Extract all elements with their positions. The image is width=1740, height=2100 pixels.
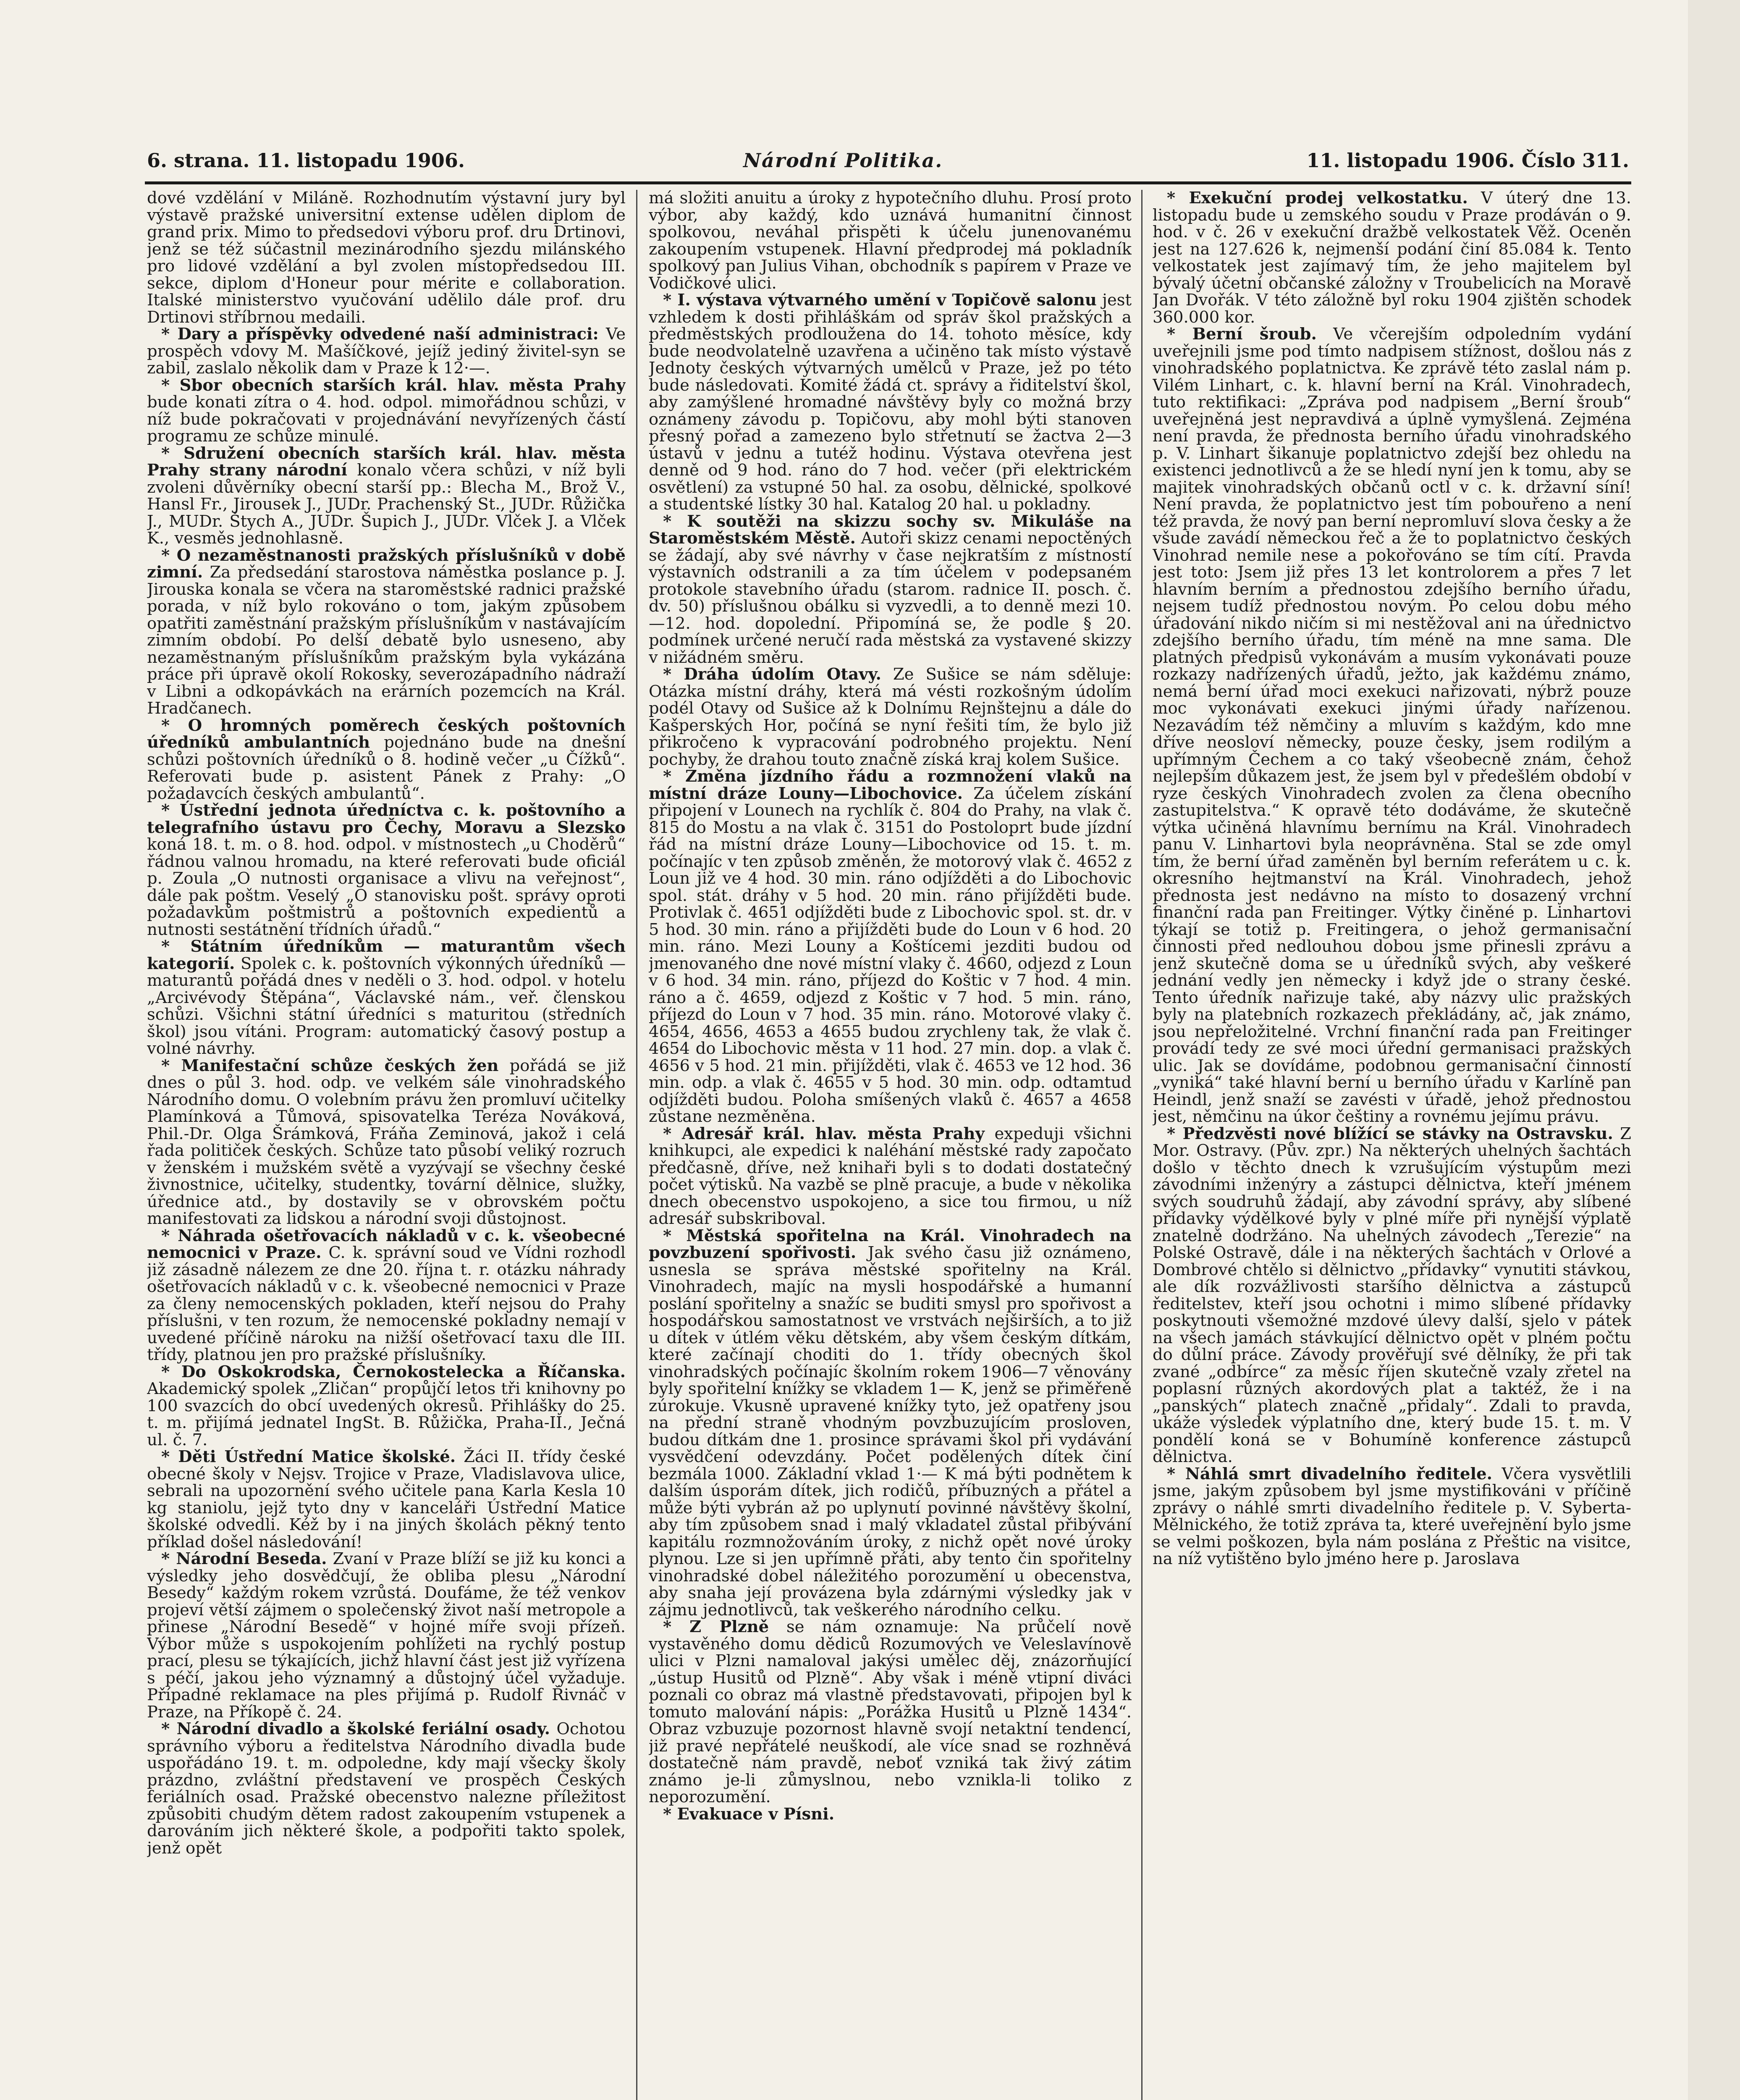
article-heading: * Náhlá smrt divadelního ředitele. [1167, 1464, 1493, 1483]
article-paragraph [147, 1551, 626, 1721]
article-heading: * Adresář král. hlav. města Prahy [663, 1124, 985, 1143]
article-paragraph [649, 1619, 1132, 1806]
article-text: Jak svého času již oznámeno, usnesla se správa městské spořitelny na Král. Vinohradech, majíc na mysli hospodářské a humanní poslání spořitelny a snažíc se buditi smysl pro spořivost a hospodářskou samostatnost ve vrstvách nejširších, a to již u dítek v útlém věku dětském, aby všem českým dítkám, které začínají choditi do 1. třídy obecných škol vinohradských počínajíc školním rokem 1906—7 věnovány byly spořitelní knížky se vkladem 1— K, jenž se přiměřeně zúrokuje. Vkusně upravené knížky tyto, jež opatřeny jsou na přední straně vhodným povzbuzujícím prosloven, budou dítkám dne 1. prosince správami škol při vydávání vysvědčení odevzdány. Počet podělených dítek činí bezmála 1000. Základní vklad 1·— K má býti podnětem k dalším úsporám dítek, jich rodičů, příbuzných a přátel a může býti vybrán až po uplynutí povinné návštěvy školní, aby tím způsobem snad i malý vkladatel zůstal přibývání kapitálu rozmnožováním úroky, z nichž opět nové úroky plynou. Lze si jen upřímně přáti, aby tento čin spořitelny vinohradské dobel náležitého porozumění u obecenstva, aby snaha její provázena byla zdárnými výsledky jak v zájmu jednotlivců, tak veškerého národního celku. [649, 1243, 1132, 1620]
article-heading: * Sbor obecních starších král. hlav. města Prahy [161, 375, 626, 395]
article-paragraph [147, 190, 626, 326]
article-text: koná 18. t. m. o 8. hod. odpol. v místnostech „u Choděrů“ řádnou valnou hromadu, na které referovati bude oficiál p. Zoula „O nutnosti organisace a vlivu na veřejnost“, dále pak poštm. Veselý „O stanovisku pošt. správy oproti požadavkům poštmistrů a poštovních expedientů a nutnosti sestátnění třídních úřadů.“ [147, 835, 626, 939]
article-paragraph [649, 768, 1132, 1126]
article-paragraph [1153, 326, 1631, 1126]
article-paragraph [1153, 1126, 1631, 1466]
page-header [147, 149, 1629, 178]
column-divider [636, 190, 637, 2100]
article-heading: * Ústřední jednota úředníctva c. k. poštovního a telegrafního ústavu pro Čechy, Moravu a Slezsko [147, 801, 626, 837]
article-heading: * Manifestační schůze českých žen [161, 1056, 499, 1075]
article-text: Spolek c. k. poštovních výkonných úředníků — maturantů pořádá dnes v neděli o 3. hod. odpol. v hotelu „Arcivévody Štěpána“, Václavské nám., veř. členskou schůzi. Všichni státní úředníci s maturitou (středních škol) jsou vítáni. Program: automatický časový postup a volné návrhy. [147, 954, 626, 1058]
article-heading: * Sdružení obecních starších král. hlav. města Prahy strany národní [147, 444, 626, 480]
article-text: Ve včerejším odpoledním vydání uveřejnili jsme pod tímto nadpisem stížnost, došlou nás z vinohradského poplatnictva. Ke zprávě této zaslal nám p. Vilém Linhart, c. k. hlavní berní na Král. Vinohradech, tuto rektifikaci: „Zpráva pod nadpisem „Berní šroub“ uveřejněná jest nepravdivá a úplně vymyšlená. Zejména není pravda, že přednosta berního úřadu vinohradského p. V. Linhart šikanuje poplatnictvo zdejší bez ohledu na existenci jednotlivců a že se hledí nyní jen k tomu, aby se majitek vinohradských občanů octl v c. k. državní síní! Není pravda, že poplatnictvo jest tím pobouřeno a není též pravda, že nový pan berní nepromluví slova česky a že všude zavádí německou řeč a že to poplatnictvo českých Vinohrad nemile nese a pokořováno se tím cítí. Pravda jest toto: Jsem již přes 13 let kontrolorem a přes 7 let hlavním berním a přednostou zdejšího berního úřadu, nejsem tudíž přednostou novým. Po celou dobu mého úřadování nikdo ničím si mi nestěžoval ani na úřednictvo zdejšího berního úřadu, tím méně na mne sama. Dle platných předpisů vykonávám a musím vykonávati pouze rozkazy nadřízených úřadů, ježto, jak každému známo, nemá berní úřad moci exekuci nařizovati, nýbrž pouze moc vykonávati exekuci jinými úřady nařízenou. Nezavádím též němčiny a mluvím s každým, kdo mne dříve neosloví německy, pouze česky, jsem rodilým a upřímným Čechem a co taký všeobecně znám, čehož nejlepším důkazem jest, že jsem byl v předešlém období v ryze českých Vinohradech zvolen za člena obecního zastupitelstva.“ K opravě této dodáváme, že skutečně výtka učiněná hlavnímu bernímu na Král. Vinohradech panu V. Linhartovi byla neoprávněna. Stal se zde omyl tím, že berní úřad zaměněn byl berním referátem u c. k. okresního hejtmanství na Král. Vinohradech, jehož přednosta jest nedávno na místo to dosazený vrchní finanční rada pan Freitinger. Výtky činěné p. Linhartovi týkají se totiž p. Freitingera, o jehož germanisační činnosti před nedlouhou dobou jsme přinesli zprávu a jenž skutečně doma se u úředníků svých, aby veškeré jednání vedly jen německy i když jde o strany české. Tento úředník nařizuje také, aby názvy ulic pražských byly na platebních rozkazech překládány, ač, jak známo, jsou nepřeložitelné. Vrchní finanční rada pan Freitinger provádí tedy ze své moci úřední germanisaci pražských ulic. Jak se dovídáme, podobnou germanisační činností „vyniká“ také hlavní berní u berního úřadu v Karlíně pan Heindl, jenž snaží se zavésti v úřadě, jehož přednostou jest, němčinu na úkor češtiny a rovnému jejímu právu. [1153, 325, 1631, 1126]
header-right: 11. listopadu 1906. Číslo 311. [1306, 149, 1629, 172]
article-text: jest vzhledem k dosti přihláškám od správ škol pražských a předměstských prodloužena do 14. tohoto měsíce, kdy bude neodvolatelně uzavřena a učiněno tak místo výstavě Jednoty českých výtvarných umělců v Praze, jež po této bude následovati. Komité žádá ct. správy a řiditelství škol, aby zamýšlené hromadné návštěvy byly co možná brzy oznámeny závodu p. Topičovu, aby mohl býti stanoven přesný pořad a zamezeno bylo střetnutí se žactva 2—3 ústavů v jednu a tutéž hodinu. Výstava otevřena jest denně od 9 hod. ráno do 7 hod. večer (při elektrickém osvětlení) za vstupné 50 hal. za osobu, dělnické, spolkové a studentské lístky 30 hal. Katalog 20 hal. u pokladny. [649, 291, 1132, 514]
column-divider [1141, 190, 1143, 2100]
article-paragraph [147, 717, 626, 803]
article-text: expeduji všichni knihkupci, ale expedici k naléhání městské rady započato předčasně, dříve, než knihaři byli s to dodati dostatečný počet výtisků. Na vazbě se plně pracuje, a bude v několika dnech obecenstvo uspokojeno, a sice tou firmou, u níž adresář subskriboval. [649, 1124, 1132, 1228]
article-heading: * Změna jízdního řádu a rozmnožení vlaků na místní dráze Louny—Libochovice. [649, 767, 1132, 803]
header-left: 6. strana. 11. listopadu 1906. [147, 149, 465, 172]
article-paragraph [147, 326, 626, 377]
article-text: pojednáno bude na dnešní schůzi poštovních úředníků o 8. hodině večer „u Čížků“. Referovati bude p. asistent Pánek z Prahy: „O požadavcích českých ambulantů“. [147, 733, 626, 803]
column-1 [147, 190, 626, 2100]
article-paragraph [147, 938, 626, 1058]
article-text: konalo včera schůzi, v níž byli zvoleni důvěrníky obecní starší pp.: Blecha M., Brož V., Hansl Fr., Jirousek J., JUDr. Prachenský St., JUDr. Růžička J., MUDr. Štych A., JUDr. Šupich J., JUDr. Vlček J. a Vlček K., vesměs jednohlasně. [147, 461, 626, 548]
article-text: má složiti anuitu a úroky z hypotečního dluhu. Prosí proto výbor, aby každý, kdo uznává humanitní činnost spolkovou, neváhal přispěti k účelu junenovanému zakoupením vstupenek. Hlavní předprodej má pokladník spolkový pan Julius Vihan, obchodník s papírem v Praze ve Vodičkové ulici. [649, 190, 1132, 293]
article-paragraph [147, 1364, 626, 1449]
article-heading: * Do Oskokrodska, Černokostelecka a Říčanska. [161, 1362, 626, 1381]
article-heading: * Evakuace v Písni. [663, 1804, 835, 1824]
article-heading: * I. výstava výtvarného umění v Topičově salonu [663, 291, 1097, 310]
article-text: Žáci II. třídy české obecné školy v Nejsv. Trojice v Praze, Vladislavova ulice, sebrali na upozornění svého učitele pana Karla Kesla 10 kg staniolu, jejž tyto dny v kanceláři Ústřední Matice školské odvedli. Kéž by i na jiných školách pěkný tento příklad došel následování! [147, 1447, 626, 1551]
article-text: pořádá se již dnes o půl 3. hod. odp. ve velkém sále vinohradského Národního domu. O volebním právu žen promluví učitelky Plamínková a Tůmová, spisovatelka Teréza Nováková, Phil.-Dr. Olga Šrámková, Fráňa Zeminová, jakož i celá řada političek českých. Schůze tato působí veliký rozruch v ženském i mužském světě a vyzývají se všechny české živnostnice, učitelky, studentky, tovární dělnice, služky, úřednice atd., by dostavily se v obrovském počtu manifestovati za lidskou a národní svoji důstojnost. [147, 1056, 626, 1228]
article-heading: * Náhrada ošetřovacích nákladů v c. k. všeobecné nemocnici v Praze. [147, 1226, 626, 1262]
article-paragraph [147, 802, 626, 938]
article-heading: * K soutěži na skizzu sochy sv. Mikuláše na Staroměstském Městě. [649, 512, 1132, 548]
article-paragraph [649, 292, 1132, 513]
article-paragraph [147, 547, 626, 717]
article-text: Včera vysvětlili jsme, jakým způsobem byl jsme mystifikováni v příčině zprávy o náhlé smrti divadelního ředitele p. V. Syberta-Mělnického, že totiž zpráva ta, které uveřejnění bylo jsme se velmi poškozen, byla nám poslána z Přeštic na visitce, na níž vytištěno bylo jméno here p. Jaroslava [1153, 1464, 1631, 1568]
article-text: dové vzdělání v Miláně. Rozhodnutím výstavní jury byl výstavě pražské universitní extense udělen diplom de grand prix. Mimo to předsedovi výboru prof. dru Drtinovi, jenž se též súčastnil mezinárodního sjezdu milánského pro lidové vzdělání a byl zvolen místopředsedou III. sekce, diplom d'Honeur pour mérite e collaboration. Italské ministerstvo vyučování udělilo dále prof. dru Drtinovi stříbrnou medaili. [147, 190, 626, 327]
article-paragraph [649, 666, 1132, 768]
article-text: Za účelem získání připojení v Lounech na rychlík č. 804 do Prahy, na vlak č. 815 do Mostu a na vlak č. 3151 do Postoloprt bude jízdní řád na místní dráze Louny—Libochovice od 15. t. m. počínajíc v ten způsob změněn, že motorový vlak č. 4652 z Loun již ve 4 hod. 30 min. ráno odjížděti a do Libochovic spol. stát. dráhy v 5 hod. 20 min. ráno přijížděti bude. Protivlak č. 4651 odjížděti bude z Libochovic spol. st. dr. v 5 hod. 30 min. ráno a přijížděti bude do Loun v 6 hod. 20 min. ráno. Mezi Louny a Koštícemi jezditi budou od jmenovaného dne nové místní vlaky č. 4660, odjezd z Loun v 6 hod. 34 min. ráno, příjezd do Koštic v 7 hod. 4 min. ráno a č. 4659, odjezd z Koštic v 7 hod. 5 min. ráno, příjezd do Loun v 7 hod. 35 min. ráno. Motorové vlaky č. 4654, 4656, 4653 a 4655 budou zrychleny tak, že vlak č. 4654 do Libochovic města v 11 hod. 27 min. dop. a vlak č. 4656 v 5 hod. 21 min. přijížděti, vlak č. 4653 ve 12 hod. 36 min. odp. a vlak č. 4655 v 5 hod. 30 min. odp. odtamtud odjížděti budou. Poloha smíšených vlaků č. 4657 a 4658 zůstane nezměněna. [649, 784, 1132, 1126]
article-text: Akademický spolek „Zličan“ propůjčí letos tři knihovny po 100 svazcích do obcí uvedených okresů. Přihlášky do 25. t. m. přijímá jednatel IngSt. B. Růžička, Praha-II., Ječná ul. č. 7. [147, 1379, 626, 1449]
article-heading: * Berní šroub. [1167, 325, 1317, 344]
article-paragraph [1153, 190, 1631, 326]
article-text: Z Mor. Ostravy. (Pův. zpr.) Na některých uhelných šachtách došlo v těchto dnech k vzrušujícím výstupům mezi závodními inženýry a zástupci dělnictva, kteří jménem svých soudruhů žádají, aby závodní správy, aby slíbené přídavky výdělkové byly v plné míře při nynější výplatě znatelně dodržáno. Na uhelných závodech „Terezie“ na Polské Ostravě, dále i na některých šachtách v Orlové a Dombrové chtělo si dělnictvo „přídavky“ vynutiti stávkou, ale dík rozvážlivosti staršího dělnictva a zástupců ředitelstev, kteří jsou ochotni i mimo slíbené přídavky poskytnouti všemožné mzdové úlevy další, sjelo v pátek na všech jamách stávkující dělnictvo opět v plném počtu do důlní práce. Závody prověřují své dělníky, že při tak zvané „odbírce“ za měsíc říjen skutečně vzaly zřetel na poplasní různých akordových plat a taktéž, že i na „panských“ platech značně „přidaly“. Zdali to pravda, ukáže výsledek výplatního dne, který bude 15. t. m. V pondělí koná se v Bohumíně konference zástupců dělnictva. [1153, 1124, 1631, 1466]
article-heading: * Státním úředníkům — maturantům všech kategorií. [147, 937, 626, 973]
article-heading: * Děti Ústřední Matice školské. [161, 1447, 456, 1466]
article-heading: * Exekuční prodej velkostatku. [1167, 190, 1468, 207]
article-text: Autoři skizz cenami nepoctěných se žádají, aby své návrhy v čase nejkratším z místností výstavních odstranili a za tím účelem v podepsaném protokole stavebního úřadu (starom. radnice II. posch. č. dv. 50) příslušnou obálku si vyzvedli, a to denně mezi 10.—12. hod. dopolední. Připomíná se, že podle § 20. podmínek určené neručí rada městská za vystavené skizzy v nižádném směru. [649, 529, 1132, 667]
article-heading: * O hromných poměrech českých poštovních úředníků ambulantních [147, 716, 626, 752]
article-text: Zvaní v Praze blíží se již ku konci a výsledky jeho dosvědčují, že obliba plesu „Národní Besedy“ každým rokem vzrůstá. Doufáme, že též venkov projeví větší zájmem o společenský život naší metropole a přinese „Národní Besedě“ v hojné míře svoji přízeň. Výbor může s uspokojením pohlížeti na rychlý postup prací, plesu se týkajících, jichž hlavní část jest již vyřízena s péčí, jakou jeho významný a důstojný účel vyžaduje. Případné reklamace na ples přijímá p. Rudolf Řivnáč v Praze, na Příkopě č. 24. [147, 1549, 626, 1722]
article-paragraph [147, 1058, 626, 1228]
article-text: C. k. správní soud ve Vídni rozhodl již zásadně nálezem ze dne 20. října t. r. otázku náhrady ošetřovacích nákladů v c. k. všeobecné nemocnici v Praze za členy nemocenských pokladen, kteří nejsou do Prahy příslušni, v ten rozum, že nemocenské pokladny nemají v uvedené příčině nároku na nižší ošetřovací taxu dle III. třídy, platnou jen pro pražské příslušníky. [147, 1243, 626, 1364]
article-paragraph [147, 377, 626, 445]
article-paragraph [147, 445, 626, 547]
article-heading: * Národní Beseda. [161, 1549, 327, 1568]
article-text: Ochotou správního výboru a ředitelstva Národního divadla bude uspořádáno 19. t. m. odpoledne, kdy mají všecky školy prázdno, zvláštní představení ve prospěch Českých feriálních osad. Pražské obecenstvo nalezne příležitost způsobiti chudým dětem radost zakoupením vstupenek a darováním jich některé škole, a podpořiti takto spolek, jenž opět [147, 1719, 626, 1858]
article-heading: * Z Plzně [663, 1617, 769, 1636]
article-text: Ze Sušice se nám sděluje: Otázka místní dráhy, která má vésti rozkošným údolím podél Otavy od Sušice až k Dolnímu Rejnštejnu a dále do Kašperských Hor, počíná se nyní řešiti tím, že bylo již přikročeno k vypracování podrobného projektu. Není pochyby, že drahou touto značně získá kraj kolem Sušice. [649, 665, 1132, 769]
article-paragraph [147, 1721, 626, 1857]
scan-margin [1688, 0, 1740, 2100]
article-paragraph [147, 1449, 626, 1551]
article-heading: * Národní divadlo a školské feriální osady. [161, 1719, 550, 1738]
article-heading: * Dráha údolím Otavy. [663, 665, 881, 684]
article-heading: * Předzvěsti nové blížící se stávky na Ostravsku. [1167, 1124, 1613, 1143]
article-paragraph [649, 1806, 1132, 1823]
article-paragraph [649, 190, 1132, 292]
article-text: bude konati zítra o 4. hod. odpol. mimořádnou schůzi, v níž bude pokračovati v projednávání nevyřízených částí programu ze schůze minulé. [147, 393, 626, 446]
article-paragraph [649, 1228, 1132, 1619]
article-text: V úterý dne 13. listopadu bude u zemského soudu v Praze prodáván o 9. hod. v č. 26 v exekuční dražbě velkostatek Věž. Oceněn jest na 127.626 k, nejmenší podání činí 85.084 k. Tento velkostatek jest zajímavý tím, že jeho majitelem byl bývalý účetní občanské záložny v Troubelicích na Moravě Jan Dvořák. V této záložně byl roku 1904 zjištěn schodek 360.000 kor. [1153, 190, 1631, 327]
column-2 [649, 190, 1132, 2100]
article-paragraph [1153, 1466, 1631, 1568]
article-heading: * Městská spořitelna na Král. Vinohradech na povzbuzení spořivosti. [649, 1226, 1132, 1262]
article-text: se nám oznamuje: Na průčelí nově vystavěného domu dědiců Rozumových ve Veleslavínově ulici v Plzni namaloval jakýsi umělec děj, znázorňující „ústup Husitů od Plzně“. Aby však i méně vtipní diváci poznali co obraz má vlastně představovati, připojen byl k tomuto malování nápis: „Porážka Husitů u Plzně 1434“. Obraz vzbuzuje pozornost hlavně svojí netaktní tendencí, již pravé nepřátelé neuškodí, ale více snad se rozhněvá dostatečně nám pravdě, neboť vzniká tak živý zátim známo je-li zůmyslnou, nebo vznikla-li toliko z neporozumění. [649, 1617, 1132, 1806]
article-heading: * Dary a příspěvky odvedené naší administraci: [161, 325, 599, 344]
article-text: Za předsedání starostova náměstka poslance p. J. Jirouska konala se včera na staroměstské radnici pražské porada, v níž bylo rokováno o tom, jakým způsobem opatřiti zaměstnání pražským příslušníkům v nastávajícím zimním období. Po delší debatě bylo usneseno, aby nezaměstnaným příslušníkům pražským byla vykázána práce při úpravě okolí Rokosky, severozápadního nádraží v Libni a odkopávkách na erárních pozemcích na Král. Hradčanech. [147, 563, 626, 718]
header-masthead: Národní Politika. [743, 149, 943, 172]
article-text: Ve prospěch vdovy M. Mašíčkové, jejíž jediný živitel-syn se zabil, zaslalo několik dam v Praze k 12·—. [147, 325, 626, 378]
article-paragraph [649, 513, 1132, 667]
article-paragraph [649, 1126, 1132, 1228]
column-3 [1153, 190, 1631, 2100]
article-heading: * O nezaměstnanosti pražských příslušníků v době zimní. [147, 546, 626, 582]
article-paragraph [147, 1228, 626, 1364]
header-rule [145, 181, 1631, 184]
